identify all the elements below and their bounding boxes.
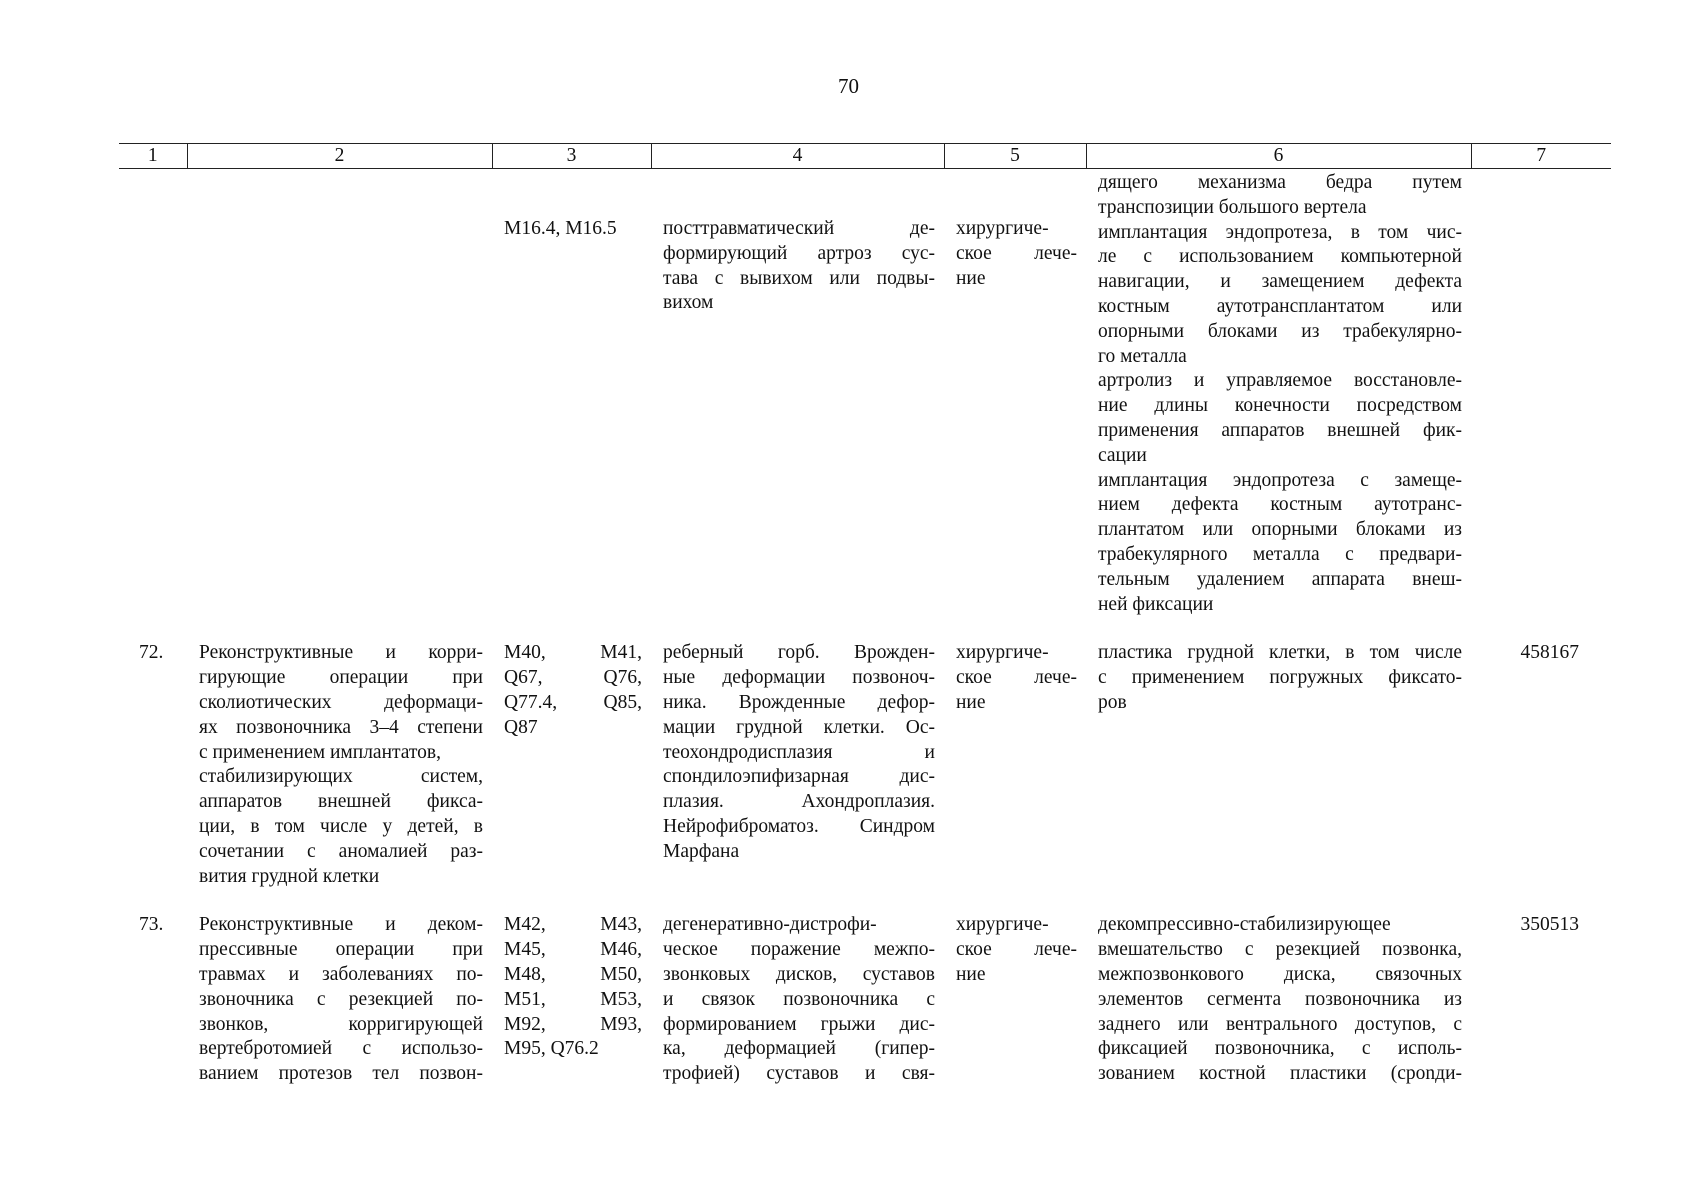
cell-diagnosis	[651, 913, 944, 1087]
diagnosis-line: ные деформации позвоноч-	[663, 667, 935, 689]
cell-num	[119, 641, 187, 913]
diagnosis-line: ка, деформацией (гипер-	[663, 1038, 935, 1060]
name-line: Реконструктивные и корри-	[199, 642, 483, 664]
method-line: ние длины конечности посредством	[1098, 395, 1462, 417]
method-line: костным аутотрансплантатом или	[1098, 295, 1462, 317]
codes-grid	[504, 641, 642, 740]
code: M40,	[504, 642, 546, 664]
treatment-line: ние	[956, 267, 986, 289]
diagnosis-line: спондилоэпифизарная дис-	[663, 766, 935, 788]
name-line: ции, в том числе у детей, в	[199, 815, 483, 837]
code: M93,	[600, 1013, 642, 1035]
procedures-table	[119, 143, 1611, 1087]
name-line: стабилизирующих систем,	[199, 766, 483, 788]
method-line: вмешательство с резекцией позвонка,	[1098, 939, 1462, 961]
header-col-5: 5	[944, 144, 1086, 169]
code: M95, Q76.2	[504, 1038, 599, 1060]
code: M48,	[504, 963, 546, 985]
code: Q87	[504, 716, 538, 738]
name-line: с применением имплантатов,	[199, 741, 442, 763]
code	[600, 1037, 642, 1062]
name-line: вертебротомией с использо-	[199, 1038, 483, 1060]
treatment-line: ние	[956, 963, 986, 985]
code: M41,	[600, 642, 642, 664]
cell-diagnosis	[651, 169, 944, 642]
method-line: пластика грудной клетки, в том числе	[1098, 642, 1462, 664]
table-row-continuation	[119, 169, 1611, 642]
treatment-line: хирургиче-	[956, 218, 1049, 239]
row-number: 73.	[139, 914, 164, 936]
header-col-7: 7	[1471, 144, 1611, 169]
code: Q77.4,	[504, 691, 558, 713]
method-line: декомпрессивно-стабилизирующее	[1098, 914, 1391, 936]
diagnosis-line: ника. Врожденные дефор-	[663, 691, 935, 713]
cell-diagnosis	[651, 641, 944, 913]
code: M46,	[600, 939, 642, 961]
code: M53,	[600, 988, 642, 1010]
method-line: межпозвонкового диска, связочных	[1098, 963, 1462, 985]
code: M42,	[504, 914, 546, 936]
code: M50,	[600, 963, 642, 985]
method-line: ней фиксации	[1098, 593, 1214, 615]
treatment-line: хирургиче-	[956, 642, 1049, 664]
cell-method	[1086, 169, 1471, 642]
name-line: аппаратов внешней фикса-	[199, 791, 483, 813]
diagnosis-line: ческое поражение межпо-	[663, 939, 935, 961]
diagnosis-line: дегенеративно-дистрофи-	[663, 914, 877, 936]
cell-method	[1086, 913, 1471, 1087]
treatment-line: ское лече-	[956, 939, 1077, 961]
cell-name	[187, 913, 492, 1087]
name-line: сочетании с аномалией раз-	[199, 840, 483, 862]
method-line: имплантация эндопротеза, в том чис-	[1098, 221, 1462, 243]
method-line: зованием костной пластики (сponди-	[1098, 1063, 1462, 1085]
method-line: имплантация эндопротеза с замеще-	[1098, 469, 1462, 491]
method-line: применения аппаратов внешней фик-	[1098, 419, 1462, 441]
diagnosis-line: тава с вывихом или подвы-	[663, 267, 935, 289]
name-line: звонков, корригирующей	[199, 1013, 483, 1035]
method-line: тельным удалением аппарата внеш-	[1098, 568, 1462, 590]
cell-num	[119, 169, 187, 642]
cost-value: 458167	[1520, 642, 1579, 664]
diagnosis-line: звонковых дисков, суставов	[663, 963, 935, 985]
diagnosis-line: вихом	[663, 292, 714, 314]
treatment-line: ское лече-	[956, 242, 1077, 264]
name-line: сколиотических деформаци-	[199, 691, 483, 713]
method-line: трабекулярного металла с предвари-	[1098, 543, 1462, 565]
treatment-line: ние	[956, 691, 986, 713]
method-line: артролиз и управляемое восстановле-	[1098, 370, 1462, 392]
cell-treatment	[944, 641, 1086, 913]
name-line: прессивные операции при	[199, 939, 483, 961]
cell-codes	[492, 913, 651, 1087]
method-line: го металла	[1098, 345, 1187, 367]
table-row-72	[119, 641, 1611, 913]
method-line: ров	[1098, 691, 1127, 713]
header-col-3: 3	[492, 144, 651, 169]
treatment-line: ское лече-	[956, 667, 1077, 689]
method-line: транспозиции большого вертела	[1098, 196, 1367, 218]
code: M45,	[504, 939, 546, 961]
codes-line: M16.4, M16.5	[504, 218, 617, 239]
cell-cost	[1471, 641, 1611, 913]
header-col-1: 1	[119, 144, 187, 169]
table-row-73	[119, 913, 1611, 1087]
method-line: дящего механизма бедра путем	[1098, 172, 1462, 193]
method-line: сации	[1098, 444, 1147, 466]
method-line: элементов сегмента позвоночника из	[1098, 988, 1462, 1010]
method-line: заднего или вентрального доступов, с	[1098, 1013, 1462, 1035]
diagnosis-line: трофией) суставов и свя-	[663, 1063, 935, 1085]
treatment-line: хирургиче-	[956, 914, 1049, 936]
page-number: 70	[838, 74, 859, 98]
cell-treatment	[944, 913, 1086, 1087]
diagnosis-line: посттравматический де-	[663, 218, 935, 239]
codes-grid	[504, 913, 642, 1062]
cell-cost	[1471, 169, 1611, 642]
row-number: 72.	[139, 642, 164, 664]
method-line: навигации, и замещением дефекта	[1098, 271, 1462, 293]
code: Q85,	[603, 691, 642, 713]
method-line: плантатом или опорными блоками из	[1098, 519, 1462, 541]
code: M92,	[504, 1013, 546, 1035]
method-line: опорными блоками из трабекулярно-	[1098, 320, 1462, 342]
code: M43,	[600, 914, 642, 936]
cell-name	[187, 169, 492, 642]
diagnosis-line: плазия. Ахондроплазия.	[663, 791, 935, 813]
header-col-2: 2	[187, 144, 492, 169]
name-line: гирующие операции при	[199, 667, 483, 689]
header-col-4: 4	[651, 144, 944, 169]
diagnosis-line: реберный горб. Врожден-	[663, 642, 935, 664]
diagnosis-line: Нейрофиброматоз. Синдром	[663, 815, 935, 837]
code: Q76,	[603, 667, 642, 689]
cell-codes	[492, 169, 651, 642]
method-line: нием дефекта костным аутотранс-	[1098, 494, 1462, 516]
name-line: звоночника с резекцией по-	[199, 988, 483, 1010]
diagnosis-line: и связок позвоночника с	[663, 988, 935, 1010]
method-line: фиксацией позвоночника, с исполь-	[1098, 1038, 1462, 1060]
code: M51,	[504, 988, 546, 1010]
cell-treatment	[944, 169, 1086, 642]
cost-value: 350513	[1520, 914, 1579, 936]
cell-method	[1086, 641, 1471, 913]
cell-name	[187, 641, 492, 913]
name-line: вития грудной клетки	[199, 865, 380, 887]
diagnosis-line: Марфана	[663, 840, 740, 862]
header-col-6: 6	[1086, 144, 1471, 169]
cell-cost	[1471, 913, 1611, 1087]
name-line: травмах и заболеваниях по-	[199, 963, 483, 985]
name-line: ях позвоночника 3–4 степени	[199, 716, 483, 738]
diagnosis-line: формирующий артроз сус-	[663, 242, 935, 264]
cell-num	[119, 913, 187, 1087]
code	[600, 716, 642, 741]
diagnosis-line: теохондродисплазия и	[663, 741, 935, 763]
cell-codes	[492, 641, 651, 913]
header-row	[119, 144, 1611, 169]
name-line: ванием протезов тел позвон-	[199, 1063, 483, 1085]
diagnosis-line: формированием грыжи дис-	[663, 1013, 935, 1035]
name-line: Реконструктивные и деком-	[199, 914, 483, 936]
code: Q67,	[504, 667, 543, 689]
method-line: ле с использованием компьютерной	[1098, 246, 1462, 268]
diagnosis-line: мации грудной клетки. Ос-	[663, 716, 935, 738]
method-line: с применением погружных фиксато-	[1098, 667, 1462, 689]
